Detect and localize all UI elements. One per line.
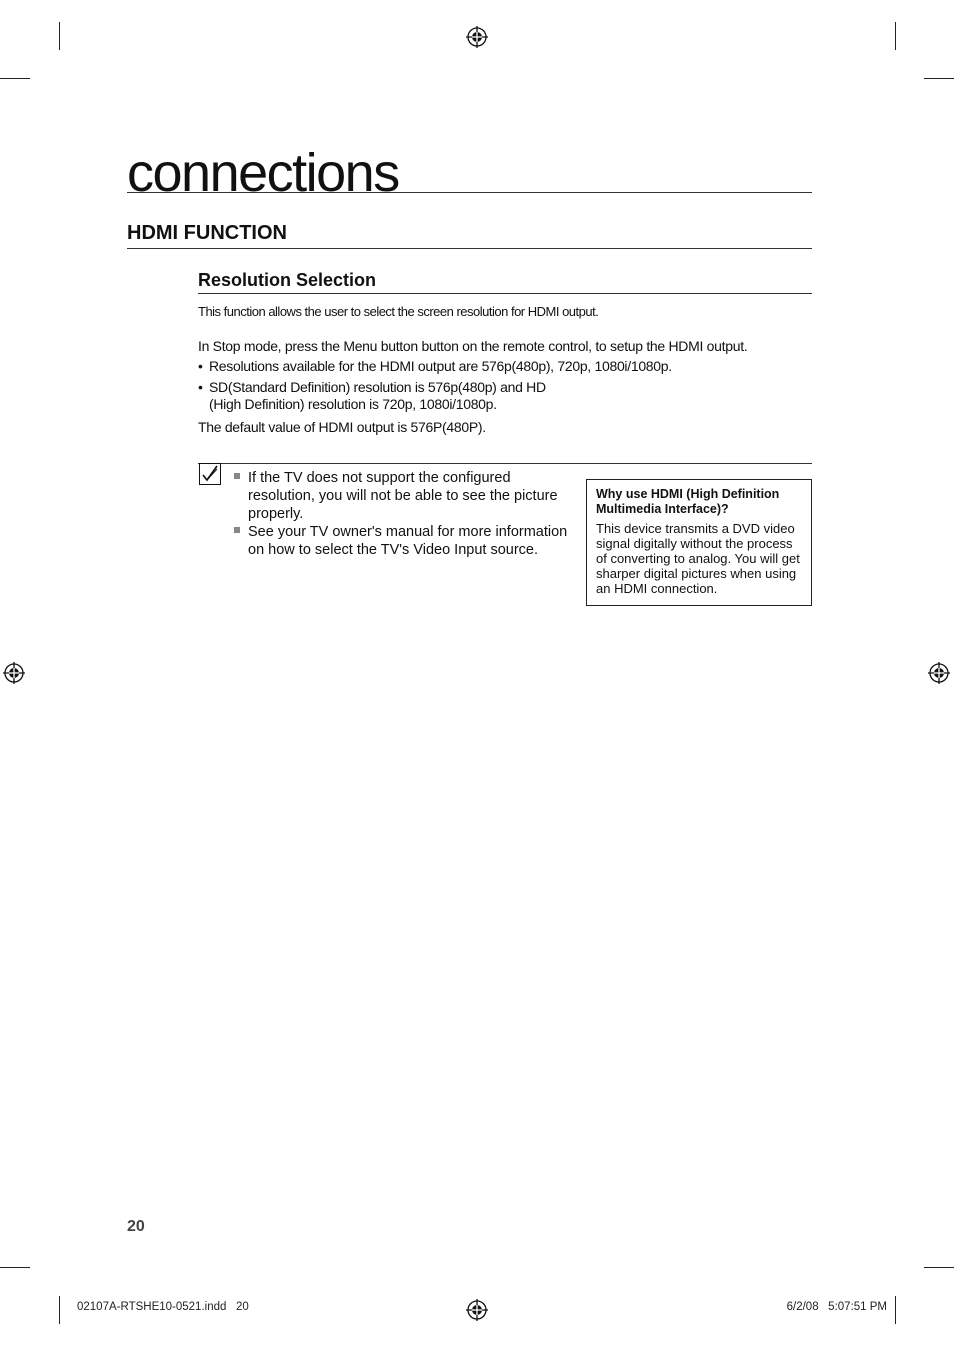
page-number: 20 <box>127 1218 145 1235</box>
section-heading <box>127 222 812 249</box>
file-name: 02107A-RTSHE10-0521.indd 20 <box>77 1301 249 1313</box>
registration-mark-icon <box>3 662 25 684</box>
crop-mark <box>59 1296 60 1324</box>
note-bullet-icon <box>234 527 240 533</box>
bullet-text: Resolutions available for the HDMI output are 576p(480p), 720p, 1080i/1080p. <box>209 358 672 374</box>
note-bullet-icon <box>234 473 240 479</box>
note-divider <box>198 463 812 464</box>
bullet-dot: • <box>198 379 203 395</box>
bullet-text: SD(Standard Definition) resolution is 576p(480p) and HD <box>209 379 546 395</box>
crop-mark <box>0 78 30 79</box>
callout-question: Why use HDMI (High Definition Multimedia Interface)? <box>596 487 780 516</box>
bullet-text-continuation: (High Definition) resolution is 720p, 1080i/1080p. <box>209 396 497 412</box>
chapter-title <box>127 140 812 203</box>
crop-mark <box>924 78 954 79</box>
crop-mark <box>0 1267 30 1268</box>
registration-mark-icon <box>928 662 950 684</box>
registration-mark-icon <box>466 1299 488 1321</box>
crop-mark <box>924 1267 954 1268</box>
intro-text: This function allows the user to select the screen resolution for HDMI output. <box>198 304 599 319</box>
bullet-dot: • <box>198 358 203 374</box>
crop-mark <box>895 22 896 50</box>
note-pencil-icon <box>199 463 221 485</box>
crop-mark <box>59 22 60 50</box>
instruction-text: In Stop mode, press the Menu button button on the remote control, to setup the HDMI output. <box>198 338 748 354</box>
chapter-title-text: connections <box>127 143 399 203</box>
note-text: If the TV does not support the configured resolution, you will not be able to see the picture properly. <box>248 470 558 522</box>
section-heading-text: HDMI FUNCTION <box>127 222 287 244</box>
registration-mark-icon <box>466 26 488 48</box>
print-timestamp: 6/2/08 5:07:51 PM <box>786 1301 887 1313</box>
subsection-heading <box>198 270 812 294</box>
info-callout <box>586 479 812 606</box>
callout-answer: This device transmits a DVD video signal digitally without the process of converting to analog. You will get sharper digital pictures when using an HDMI connection. <box>596 521 800 596</box>
crop-mark <box>895 1296 896 1324</box>
note-text: See your TV owner's manual for more information on how to select the TV's Video Input source. <box>248 524 568 558</box>
default-value-text: The default value of HDMI output is 576P(480P). <box>198 419 486 435</box>
subsection-heading-text: Resolution Selection <box>198 270 377 290</box>
